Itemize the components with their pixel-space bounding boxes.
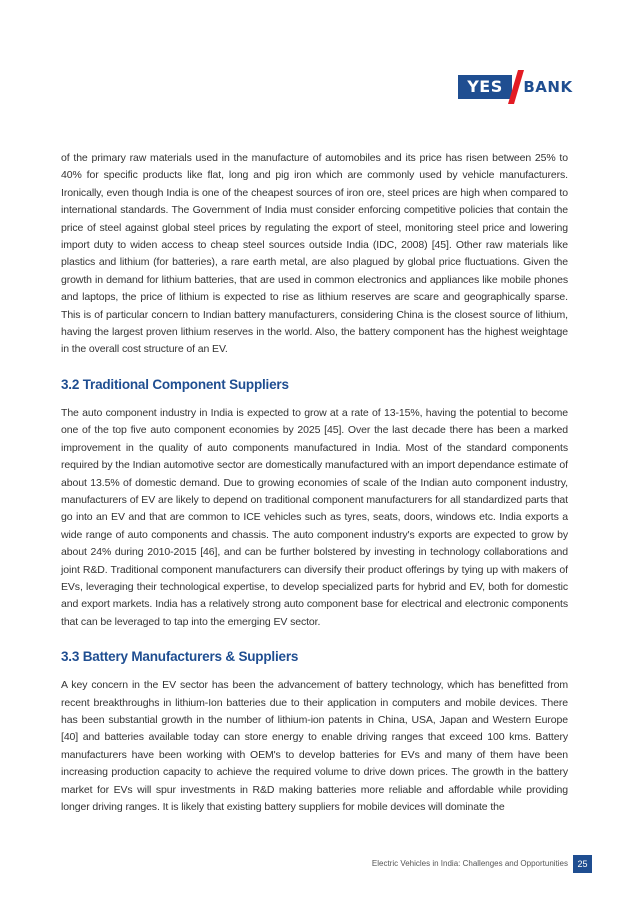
section-heading-3-3: 3.3 Battery Manufacturers & Suppliers bbox=[61, 649, 299, 665]
page-number: 25 bbox=[573, 855, 592, 873]
page-body bbox=[61, 150, 568, 833]
yes-bank-logo bbox=[458, 72, 576, 102]
paragraph-raw-materials: of the primary raw materials used in the manufacture of automobiles and its price has risen between 25% to 40% for specific products like flat, long and pig iron which are commonly used by vehicle manufacturers. Ironically, even though India is one of the cheapest sources of iron ore, steel prices are high when compared to international standards. The Government of India must consider enforcing competitive policies that contain the price of steel against global steel prices by regulating the export of steel, monitoring steel price and lowering import duty to widen access to cheap steel sources outside India (IDC, 2008) [45]. Other raw materials like plastics and lithium (for batteries), a rare earth metal, are also plagued by global price fluctuations. Given the growth in demand for lithium batteries, that are used in common electronics and appliances like mobile phones and laptops, the price of lithium is expected to rise as lithium reserves are scare and geographically sparse. This is of particular concern to Indian battery manufacturers, considering China is the closest source of lithium, having the largest proven lithium reserves in the world. Also, the battery component has the highest weightage in the overall cost structure of an EV. bbox=[61, 152, 568, 356]
footer-title: Electric Vehicles in India: Challenges and Opportunities bbox=[371, 859, 568, 868]
logo-yes-text: YES bbox=[458, 75, 512, 99]
page-footer bbox=[330, 855, 592, 873]
paragraph-battery-manufacturers: A key concern in the EV sector has been the advancement of battery technology, which has benefitted from recent breakthroughs in lithium-Ion batteries due to their application in computers and mobile devices. There has been substantial growth in the number of lithium-ion patents in China, USA, Japan and Western Europe [40] and batteries available today can store energy to enable driving ranges that exceed 100 kms. Battery manufacturers have been working with OEM's to develop batteries for EVs and many of them have been increasing production capacity to achieve the required volume to drive down prices. The growth in the battery market for EVs will spur investments in R&D making batteries more reliable and affordable while providing longer driving ranges. It is likely that existing battery suppliers for mobile devices will dominate the bbox=[61, 679, 568, 813]
section-heading-3-2: 3.2 Traditional Component Suppliers bbox=[61, 376, 289, 392]
paragraph-component-suppliers: The auto component industry in India is expected to grow at a rate of 13-15%, having the potential to become one of the top five auto component economies by 2025 [45]. Over the last decade there has been a marked improvement in the quality of auto components manufactured in India. Most of the standard components required by the Indian automotive sector are domestically manufactured with an import dependance estimate of about 13.5% of domestic demand. Due to growing economies of scale of the Indian auto component industry, manufacturers of EV are likely to depend on traditional component manufacturers for all standardized parts that go into an EV and that are common to ICE vehicles such as tyres, seats, doors, windows etc. India exports a wide range of auto components and chassis. The auto component industry's exports are expected to grow by about 24% during 2010-2015 [46], and can be further bolstered by investing in technology collaborations and joint R&D. Traditional component manufacturers can diversify their product offerings by tying up with makers of EVs, leveraging their technological expertise, to develop specialized parts for hybrid and EV, both for domestic and export markets. India has a relatively strong auto component base for electrical and electronic components that can be leveraged to tap into the emerging EV sector. bbox=[61, 406, 568, 628]
logo-bank-text: BANK bbox=[523, 78, 573, 96]
